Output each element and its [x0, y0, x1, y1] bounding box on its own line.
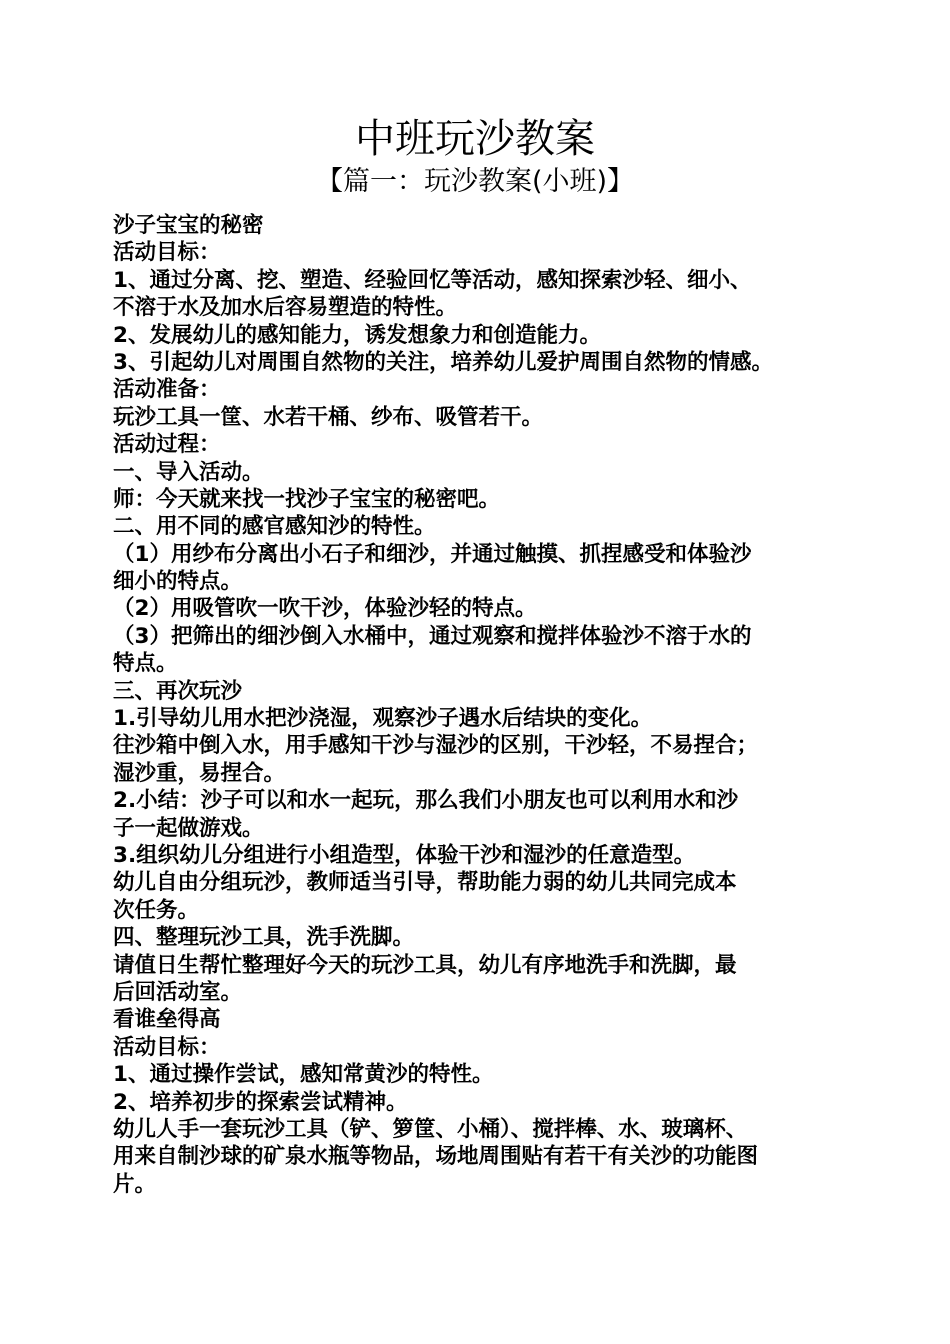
text-line: 2.小结：沙子可以和水一起玩，那么我们小朋友也可以利用水和沙	[113, 788, 739, 814]
text-line: （1）用纱布分离出小石子和细沙，并通过触摸、抓捏感受和体验沙	[113, 541, 752, 567]
text-line: 不溶于水及加水后容易塑造的特性。	[113, 295, 458, 321]
text-line: 片。	[113, 1171, 157, 1197]
text-line: 活动目标：	[113, 1034, 221, 1060]
text-line: 看谁垒得高	[113, 1007, 221, 1033]
text-line: 1、通过操作尝试，感知常黄沙的特性。	[113, 1062, 494, 1088]
text-line: 3.组织幼儿分组进行小组造型，体验干沙和湿沙的任意造型。	[113, 842, 696, 868]
text-line: 往沙箱中倒入水，用手感知干沙与湿沙的区别，干沙轻，不易捏合；	[113, 733, 759, 759]
text-line: 2、培养初步的探索尝试精神。	[113, 1089, 408, 1115]
text-line: （2）用吸管吹一吹干沙，体验沙轻的特点。	[113, 596, 537, 622]
text-line: 玩沙工具一筐、水若干桶、纱布、吸管若干。	[113, 404, 544, 430]
text-line: 一、导入活动。	[113, 459, 264, 485]
text-line: 幼儿自由分组玩沙，教师适当引导，帮助能力弱的幼儿共同完成本	[113, 870, 737, 896]
text-line: 二、用不同的感官感知沙的特性。	[113, 514, 436, 540]
text-line: 1.引导幼儿用水把沙浇湿，观察沙子遇水后结块的变化。	[113, 706, 653, 732]
text-line: 次任务。	[113, 897, 200, 923]
text-line: 幼儿人手一套玩沙工具（铲、箩筐、小桶）、搅拌棒、水、玻璃杯、	[113, 1116, 748, 1142]
text-line: 活动目标：	[113, 240, 221, 266]
text-line: 细小的特点。	[113, 569, 243, 595]
document-title: 中班玩沙教案	[355, 116, 595, 162]
text-line: 子一起做游戏。	[113, 815, 264, 841]
text-line: 三、再次玩沙	[113, 678, 243, 704]
text-line: 沙子宝宝的秘密	[113, 213, 264, 238]
text-line: 活动过程：	[113, 432, 221, 458]
text-line: 3、引起幼儿对周围自然物的关注，培养幼儿爱护周围自然物的情感。	[113, 349, 773, 375]
text-line: 1、通过分离、挖、塑造、经验回忆等活动，感知探索沙轻、细小、	[113, 267, 752, 293]
text-line: （3）把筛出的细沙倒入水桶中，通过观察和搅拌体验沙不溶于水的	[113, 623, 752, 649]
text-line: 2、发展幼儿的感知能力，诱发想象力和创造能力。	[113, 322, 601, 348]
text-line: 特点。	[113, 651, 178, 677]
text-line: 师：今天就来找一找沙子宝宝的秘密吧。	[113, 486, 501, 512]
text-line: 活动准备：	[113, 377, 221, 403]
text-line: 请值日生帮忙整理好今天的玩沙工具，幼儿有序地洗手和洗脚，最	[113, 952, 737, 978]
document-body	[113, 212, 848, 1198]
text-line: 湿沙重，易捏合。	[113, 760, 286, 786]
document-subtitle: 【篇一：玩沙教案(小班)】	[315, 166, 635, 197]
text-line: 后回活动室。	[113, 979, 243, 1005]
text-line: 四、整理玩沙工具，洗手洗脚。	[113, 925, 415, 951]
text-line: 用来自制沙球的矿泉水瓶等物品，场地周围贴有若干有关沙的功能图	[113, 1144, 759, 1170]
